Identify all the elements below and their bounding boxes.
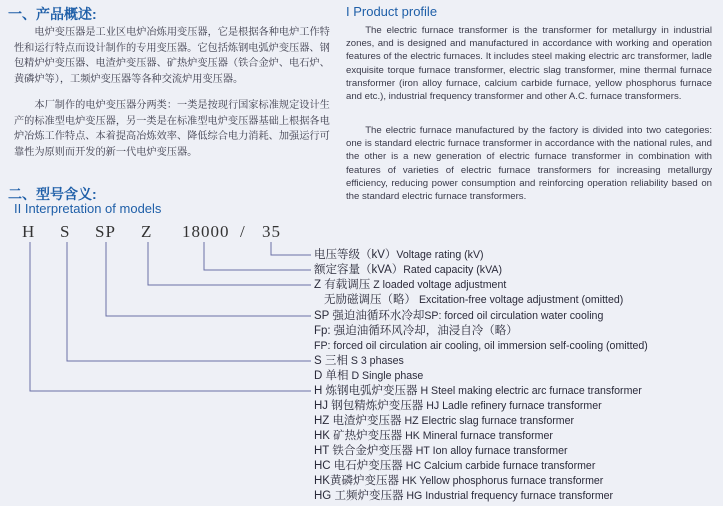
legend-row: FP: forced oil circulation air cooling, oil immersion self-cooling (omitted): [314, 340, 648, 352]
leader-sp: [106, 242, 311, 316]
overview-paragraph-2: 本厂制作的电炉变压器分两类：一类是按现行国家标准规定设计生产的标准型电炉变压器，另一类是在标准型电炉变压器基础上根据各电炉冶炼工作特点、本着提高冶炼效率、降低综合电力消耗、加强运行可靠性为原则而开发的新一代电炉变压器。: [14, 100, 330, 158]
legend-row: S 三相 S 3 phases: [314, 355, 404, 367]
profile-paragraph-1: The electric furnace transformer is the transformer for metallurgy in industrial zones, and is designed and manufactured in accordance with working and operation features of the electric furnaces. It includes steel making electric arc transformer, ladle exquisite torque furnace transformer, electric slag transformer, mine thermal furnace transformer (iron alloy furnace, calcium carbide furnace, yellow phosphorus furnace and etc.), industrial frequency transformer and other A.C. furnace transformers.: [346, 25, 712, 103]
profile-heading: I Product profile: [346, 4, 438, 19]
legend-row: HJ 钢包精炼炉变压器 HJ Ladle refinery furnace transformer: [314, 400, 602, 412]
legend-row: Fp: 强迫油循环风冷却，油浸自冷（略）: [314, 325, 518, 337]
models-heading: 二、型号含义:: [8, 186, 97, 202]
profile-paragraph-2: The electric furnace manufactured by the factory is divided into two categories: one is standard electric furnace transformer in accordance with the national rules, and the other is a new generation of electric furnace transformer in combination with features of varieties of electric furnace transformers for increasing metallurgy efficiency, reducing power consumption and reinforcing operation reliability based on the standard electric furnace transformers.: [346, 125, 712, 203]
legend-row: HC 电石炉变压器 HC Calcium carbide furnace transformer: [314, 460, 596, 472]
legend-row: 无励磁调压（略） Excitation-free voltage adjustment (omitted): [324, 294, 624, 306]
model-code-s: S: [60, 222, 71, 241]
leader-voltage: [271, 242, 311, 255]
model-code-z: Z: [141, 222, 153, 241]
legend-row: D 单相 D Single phase: [314, 370, 424, 382]
model-code-h: H: [22, 222, 36, 241]
legend-row: SP 强迫油循环水冷却SP: forced oil circulation water cooling: [314, 310, 604, 322]
legend-row: HK 矿热炉变压器 HK Mineral furnace transformer: [314, 430, 553, 442]
legend-row: Z 有载调压 Z loaded voltage adjustment: [314, 279, 507, 291]
model-code-sp: SP: [95, 222, 116, 241]
legend-row: HT 铁合金炉变压器 HT Ion alloy furnace transformer: [314, 445, 568, 457]
legend-row: HZ 电渣炉变压器 HZ Electric slag furnace transformer: [314, 415, 575, 427]
legend-row: H 炼钢电弧炉变压器 H Steel making electric arc furnace transformer: [314, 385, 642, 397]
overview-paragraph-1: 电炉变压器是工业区电炉冶炼用变压器，它是根据各种电炉工作特性和运行特点而设计制作的专用变压器。它包括炼钢电弧炉变压器、钢包精炉炉变压器、电渣炉变压器、矿热炉变压器（铁合金炉、电石炉、黄磷炉等），工频炉变压器等各种交流炉用变压器。: [14, 27, 330, 85]
leader-z: [148, 242, 311, 285]
model-code-slash: /: [240, 222, 246, 241]
model-code-voltage: 35: [262, 222, 281, 241]
legend-row: 电压等级（kV）Voltage rating (kV): [314, 249, 484, 261]
legend-row: 额定容量（kVA）Rated capacity (kVA): [314, 264, 502, 276]
leader-s: [67, 242, 311, 361]
model-code-capacity: 18000: [182, 222, 230, 241]
legend-row: HG 工频炉变压器 HG Industrial frequency furnace transformer: [314, 490, 614, 502]
legend-row: HK黄磷炉变压器 HK Yellow phosphorus furnace transformer: [314, 475, 604, 487]
overview-heading: 一、产品概述:: [8, 6, 97, 22]
models-heading-en: II Interpretation of models: [14, 201, 162, 216]
leader-capacity: [204, 242, 311, 270]
